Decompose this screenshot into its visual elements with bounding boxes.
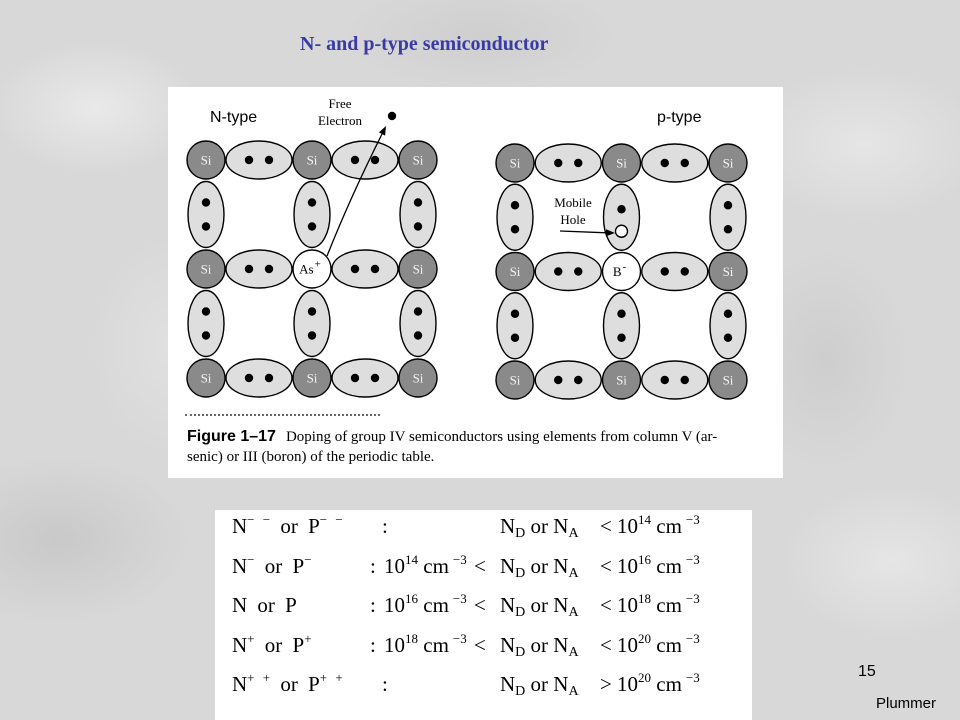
page-number: 15 — [858, 663, 876, 680]
bond-electron-dot — [351, 374, 359, 382]
bond-electron-dot — [202, 222, 210, 230]
n-symbol: N — [232, 632, 248, 657]
dopant-atom — [603, 253, 641, 291]
atom-symbol: Si — [722, 372, 734, 388]
p-type-label: p-type — [657, 109, 702, 126]
bond-electron-dot — [661, 376, 669, 384]
bond-electron-dot — [414, 222, 422, 230]
colon: : — [370, 593, 376, 617]
bond-electron-dot — [245, 374, 253, 382]
bond-electron-dot — [724, 225, 732, 233]
bond-electron-dot — [724, 201, 732, 209]
concentration-variables — [500, 548, 579, 584]
p-type-vertical-bond — [604, 184, 640, 250]
mobile-hole-label-line2: Hole — [560, 212, 586, 227]
lower-bound — [384, 587, 467, 623]
n-type-vertical-bond — [400, 182, 436, 248]
lower-base: 10 — [384, 593, 405, 617]
atom-label — [413, 262, 424, 277]
lower-unit-exponent: −3 — [452, 591, 467, 606]
n-symbol: N — [232, 672, 248, 696]
acceptor-subscript: A — [568, 684, 579, 699]
atom-symbol: Si — [200, 152, 212, 168]
doping-class-label — [232, 627, 312, 663]
lower-unit: cm — [423, 553, 449, 578]
upper-base: 10 — [617, 593, 638, 617]
upper-relation: < — [600, 632, 612, 657]
p-symbol: P — [308, 514, 320, 538]
donor-subscript: D — [515, 644, 526, 660]
atom-symbol: Si — [412, 261, 424, 277]
upper-relation: < — [600, 553, 612, 578]
upper-exponent: 16 — [638, 551, 651, 567]
bond-electron-dot — [414, 307, 422, 315]
p-type-vertical-bond — [604, 293, 640, 359]
upper-unit-exponent: −3 — [685, 591, 700, 606]
donor-symbol: N — [500, 672, 516, 696]
donor-subscript: D — [515, 605, 526, 620]
bond-electron-dot — [681, 376, 689, 384]
colon: : — [382, 672, 388, 696]
atom-label — [413, 153, 424, 168]
p-type-horizontal-bond — [535, 253, 601, 291]
atom-symbol: Si — [412, 152, 424, 168]
bond-electron-dot — [308, 331, 316, 339]
acceptor-subscript: A — [568, 605, 579, 620]
caption-divider — [185, 414, 380, 416]
lower-bound — [384, 548, 467, 584]
n-type-horizontal-bond — [332, 359, 398, 397]
p-superscript: − − — [319, 512, 343, 527]
bond-electron-dot — [724, 334, 732, 342]
or-word: or — [530, 632, 549, 657]
bond-electron-dot — [617, 310, 625, 318]
atom-symbol: Si — [509, 264, 521, 279]
or-word: or — [530, 553, 549, 578]
n-type-vertical-bond — [188, 182, 224, 248]
p-type-vertical-bond — [710, 184, 746, 250]
colon: : — [382, 514, 388, 538]
atom-label — [723, 373, 734, 388]
bond-electron-dot — [414, 198, 422, 206]
donor-subscript: D — [515, 526, 526, 541]
acceptor-symbol: N — [553, 593, 569, 617]
p-symbol: P — [292, 632, 305, 657]
p-symbol: P — [285, 593, 297, 617]
p-type-horizontal-bond — [642, 253, 708, 291]
or-word: or — [264, 553, 283, 578]
donor-symbol: N — [500, 632, 516, 657]
or-word: or — [530, 672, 549, 696]
doping-class-label — [232, 548, 312, 584]
bond-electron-dot — [617, 205, 625, 213]
hole-circle — [616, 225, 628, 237]
bond-electron-dot — [245, 156, 253, 164]
bond-electron-dot — [308, 198, 316, 206]
lower-exponent: 16 — [405, 591, 418, 606]
upper-unit-exponent: −3 — [685, 670, 700, 685]
n-type-horizontal-bond — [226, 359, 292, 397]
upper-bound — [617, 587, 700, 623]
acceptor-symbol: N — [553, 553, 569, 578]
upper-unit: cm — [656, 553, 682, 578]
p-type-vertical-bond — [710, 293, 746, 359]
lower-bound — [384, 627, 467, 663]
p-type-lattice — [496, 144, 747, 399]
lower-relation: < — [474, 553, 486, 578]
lower-unit-exponent: −3 — [452, 551, 467, 567]
acceptor-subscript: A — [568, 565, 579, 581]
upper-relation: > — [600, 672, 612, 696]
lower-relation: < — [474, 593, 486, 617]
lower-exponent: 14 — [405, 551, 418, 567]
mobile-hole-label-line1: Mobile — [554, 195, 592, 210]
n-superscript: + — [247, 630, 255, 646]
bond-electron-dot — [202, 331, 210, 339]
bond-electron-dot — [681, 267, 689, 275]
atom-charge: + — [314, 258, 321, 271]
or-word: or — [530, 593, 549, 617]
table-row — [215, 548, 752, 584]
upper-relation: < — [600, 514, 612, 538]
n-type-lattice — [187, 141, 437, 397]
p-superscript: + + — [319, 670, 343, 685]
atom-label — [510, 264, 521, 279]
or-word: or — [280, 514, 298, 538]
concentration-variables — [500, 627, 579, 663]
acceptor-subscript: A — [568, 526, 579, 541]
atom-label — [307, 153, 318, 168]
p-symbol: P — [292, 553, 305, 578]
p-type-horizontal-bond — [642, 361, 708, 399]
bond-electron-dot — [371, 265, 379, 273]
atom-label — [201, 262, 212, 277]
p-superscript: − — [304, 551, 312, 567]
doping-class-label — [232, 666, 343, 702]
bond-electron-dot — [661, 267, 669, 275]
upper-bound — [617, 666, 700, 702]
upper-unit: cm — [656, 632, 682, 657]
bond-electron-dot — [351, 265, 359, 273]
bond-electron-dot — [511, 225, 519, 233]
lower-exponent: 18 — [405, 630, 418, 646]
upper-exponent: 20 — [638, 630, 651, 646]
n-superscript: − − — [247, 512, 271, 527]
atom-label — [616, 373, 627, 388]
n-type-vertical-bond — [294, 291, 330, 357]
lattices — [187, 141, 747, 399]
figure-caption-line2 — [187, 447, 434, 468]
n-type-vertical-bond — [400, 291, 436, 357]
colon: : — [370, 632, 376, 657]
figure-caption-text1: Doping of group IV semiconductors using elements from column V (ar- — [285, 429, 718, 445]
free-electron-dot — [388, 112, 396, 120]
upper-base: 10 — [617, 672, 638, 696]
atom-label — [510, 156, 521, 171]
atom-symbol: Si — [306, 370, 318, 386]
p-type-horizontal-bond — [535, 144, 601, 182]
donor-symbol: N — [500, 553, 516, 578]
slide-title: N- and p-type semiconductor — [300, 33, 549, 55]
or-word: or — [530, 514, 549, 538]
bond-electron-dot — [265, 265, 273, 273]
bond-electron-dot — [574, 376, 582, 384]
donor-symbol: N — [500, 593, 516, 617]
upper-exponent: 18 — [638, 591, 651, 606]
upper-exponent: 14 — [638, 512, 651, 527]
atom-symbol: B — [612, 264, 622, 279]
n-superscript: + + — [247, 670, 271, 685]
upper-bound — [617, 508, 700, 544]
doping-level-table — [215, 510, 752, 720]
bond-electron-dot — [511, 334, 519, 342]
p-type-horizontal-bond — [535, 361, 601, 399]
lower-unit-exponent: −3 — [452, 630, 467, 646]
atom-label — [510, 373, 521, 388]
n-symbol: N — [232, 514, 248, 538]
donor-symbol: N — [500, 514, 516, 538]
figure-caption-line1 — [187, 426, 717, 448]
p-type-vertical-bond — [497, 184, 533, 250]
upper-unit-exponent: −3 — [685, 630, 700, 646]
concentration-variables — [500, 666, 579, 702]
upper-unit: cm — [656, 514, 682, 538]
doping-figure — [168, 87, 783, 478]
free-electron-label-line2: Electron — [317, 113, 363, 128]
doping-class-label — [232, 587, 297, 623]
atom-symbol: Si — [200, 261, 212, 277]
n-type-vertical-bond — [294, 182, 330, 248]
p-superscript: + — [304, 630, 312, 646]
n-type-label: N-type — [210, 109, 258, 126]
bond-electron-dot — [308, 307, 316, 315]
n-type-horizontal-bond — [226, 141, 292, 179]
bond-electron-dot — [245, 265, 253, 273]
atom-symbol: Si — [200, 370, 212, 386]
n-type-vertical-bond — [188, 291, 224, 357]
n-type-horizontal-bond — [226, 250, 292, 288]
atom-symbol: Si — [616, 155, 627, 171]
atom-symbol: Si — [722, 155, 734, 171]
upper-relation: < — [600, 593, 612, 617]
free-electron-arrowhead — [379, 126, 386, 136]
upper-base: 10 — [617, 553, 638, 578]
upper-bound — [617, 548, 700, 584]
bond-electron-dot — [574, 267, 582, 275]
acceptor-symbol: N — [553, 632, 569, 657]
bond-electron-dot — [414, 331, 422, 339]
atom-label — [723, 264, 734, 279]
atom-symbol: Si — [616, 372, 627, 388]
free-electron-label-line1: Free — [328, 96, 352, 111]
upper-unit: cm — [656, 593, 682, 617]
n-symbol: N — [232, 593, 248, 617]
bond-electron-dot — [724, 310, 732, 318]
bond-electron-dot — [617, 334, 625, 342]
upper-unit-exponent: −3 — [685, 551, 700, 567]
atom-label — [413, 371, 424, 386]
bond-electron-dot — [681, 159, 689, 167]
atom-symbol: Si — [306, 152, 318, 168]
colon: : — [370, 553, 376, 578]
upper-exponent: 20 — [638, 670, 651, 685]
n-type-horizontal-bond — [332, 141, 398, 179]
atom-label — [723, 156, 734, 171]
table-row — [215, 666, 752, 702]
lower-unit: cm — [423, 632, 449, 657]
atom-label — [616, 156, 627, 171]
bond-electron-dot — [574, 159, 582, 167]
lower-base: 10 — [384, 553, 405, 578]
bond-electron-dot — [308, 222, 316, 230]
atom-label — [201, 153, 212, 168]
donor-subscript: D — [515, 684, 526, 699]
bond-electron-dot — [511, 310, 519, 318]
atom-symbol: Si — [509, 372, 521, 388]
upper-bound — [617, 627, 700, 663]
atom-symbol: Si — [412, 370, 424, 386]
figure-panel — [168, 87, 783, 478]
n-symbol: N — [232, 553, 248, 578]
upper-base: 10 — [617, 514, 638, 538]
atom-symbol: As — [299, 261, 314, 277]
lower-relation: < — [474, 632, 486, 657]
table-row — [215, 587, 752, 623]
n-superscript: − — [247, 551, 255, 567]
bond-electron-dot — [265, 374, 273, 382]
upper-base: 10 — [617, 632, 638, 657]
bond-electron-dot — [265, 156, 273, 164]
p-type-vertical-bond — [497, 293, 533, 359]
upper-unit-exponent: −3 — [685, 512, 700, 527]
acceptor-symbol: N — [553, 672, 569, 696]
concentration-variables — [500, 508, 579, 544]
atom-symbol: Si — [722, 264, 734, 279]
doping-class-label — [232, 508, 343, 544]
p-type-horizontal-bond — [642, 144, 708, 182]
or-word: or — [257, 593, 275, 617]
or-word: or — [264, 632, 283, 657]
bond-electron-dot — [554, 159, 562, 167]
bond-electron-dot — [351, 156, 359, 164]
atom-symbol: Si — [509, 155, 521, 171]
bond-electron-dot — [371, 156, 379, 164]
p-symbol: P — [308, 672, 320, 696]
lower-unit: cm — [423, 593, 449, 617]
table-row — [215, 508, 752, 544]
atom-label — [201, 371, 212, 386]
donor-subscript: D — [515, 565, 526, 581]
author-name: Plummer — [876, 695, 937, 712]
figure-caption-text2: senic) or III (boron) of the periodic table. — [187, 449, 435, 465]
atom-charge: - — [622, 261, 627, 273]
mobile-hole-arrow — [560, 231, 607, 233]
figure-caption-label: Figure 1–17 — [187, 428, 276, 445]
acceptor-symbol: N — [553, 514, 569, 538]
bond-electron-dot — [554, 267, 562, 275]
bond-electron-dot — [202, 198, 210, 206]
n-type-horizontal-bond — [332, 250, 398, 288]
atom-label — [307, 371, 318, 386]
or-word: or — [280, 672, 298, 696]
bond-electron-dot — [661, 159, 669, 167]
concentration-variables — [500, 587, 579, 623]
bond-electron-dot — [371, 374, 379, 382]
acceptor-subscript: A — [568, 644, 579, 660]
bond-electron-dot — [554, 376, 562, 384]
bond-electron-dot — [511, 201, 519, 209]
table-row — [215, 627, 752, 663]
upper-unit: cm — [656, 672, 682, 696]
lower-base: 10 — [384, 632, 405, 657]
bond-electron-dot — [202, 307, 210, 315]
